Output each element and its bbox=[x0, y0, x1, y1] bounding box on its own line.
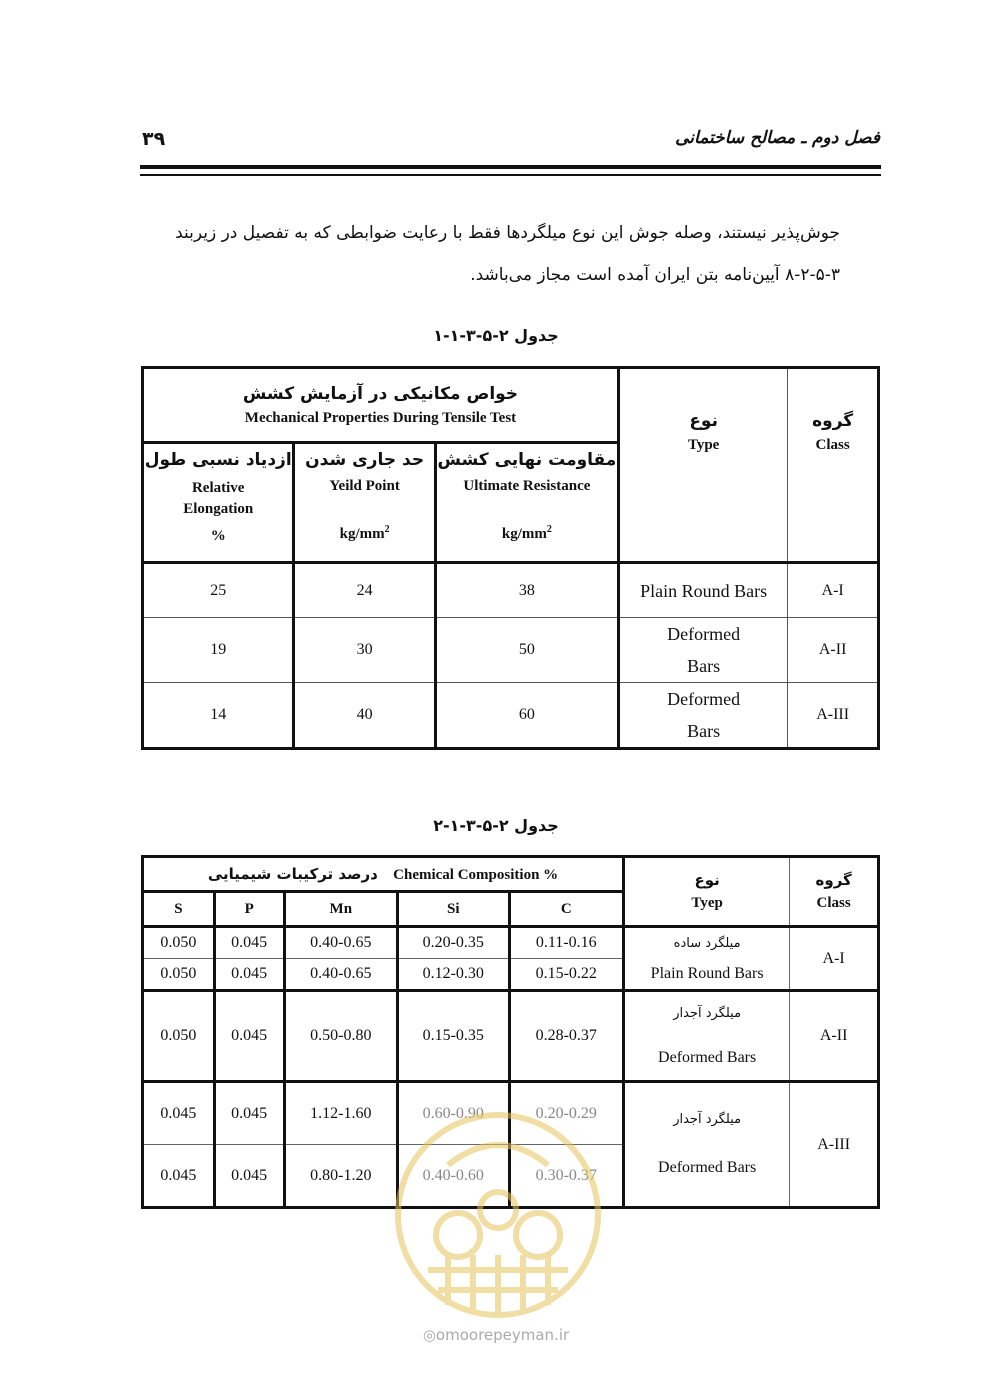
si-cell: 0.40-0.60 bbox=[398, 1145, 509, 1208]
chem-header-en: Chemical Composition % bbox=[393, 867, 559, 883]
table-row bbox=[143, 991, 879, 1082]
class-header-en: Class bbox=[815, 437, 850, 453]
mn-cell: 0.40-0.65 bbox=[284, 959, 397, 991]
paragraph-line: ۸-۲-۵-۳ آیین‌نامه بتن ایران آمده است مجاز می‌باشد. bbox=[470, 265, 840, 285]
type-header-fa: نوع bbox=[694, 871, 720, 889]
ultimate-cell: 38 bbox=[435, 563, 618, 618]
ultimate-cell: 50 bbox=[435, 618, 618, 683]
paragraph-line: جوش‌پذیر نیستند، وصله جوش این نوع میلگردها فقط با رعایت ضوابطی که به تفصیل در زیربند bbox=[175, 223, 840, 243]
type-header bbox=[618, 368, 787, 563]
chem-header bbox=[143, 857, 624, 892]
elongation-cell: 19 bbox=[143, 618, 294, 683]
yield-header-en: Yeild Point bbox=[329, 478, 400, 494]
s-cell: 0.045 bbox=[143, 1145, 215, 1208]
body-paragraph bbox=[140, 212, 840, 296]
elongation-header bbox=[143, 443, 294, 563]
yield-cell: 24 bbox=[294, 563, 435, 618]
mech-header-fa: خواص مکانیکی در آزمایش کشش bbox=[242, 383, 519, 404]
ultimate-cell: 60 bbox=[435, 683, 618, 749]
table1-caption: جدول ۲-۵-۳-۱-۱ bbox=[433, 326, 559, 345]
type-cell bbox=[623, 1082, 789, 1208]
class-cell: A-II bbox=[790, 991, 879, 1082]
class-header bbox=[788, 368, 879, 563]
c-cell: 0.15-0.22 bbox=[509, 959, 623, 991]
elongation-header-en-2: Elongation bbox=[183, 501, 254, 517]
site-icon: ◎ bbox=[422, 1326, 436, 1344]
p-cell: 0.045 bbox=[214, 1082, 284, 1145]
col-mn: Mn bbox=[284, 892, 397, 927]
p-cell: 0.045 bbox=[214, 927, 284, 959]
class-cell: A-I bbox=[788, 563, 879, 618]
p-cell: 0.045 bbox=[214, 991, 284, 1082]
type-cell bbox=[618, 563, 787, 618]
table-row bbox=[143, 959, 879, 991]
watermark-site bbox=[0, 1326, 992, 1344]
mech-header bbox=[143, 368, 619, 443]
mn-cell: 0.80-1.20 bbox=[284, 1145, 397, 1208]
si-cell: 0.60-0.90 bbox=[398, 1082, 509, 1145]
si-cell: 0.15-0.35 bbox=[398, 991, 509, 1082]
yield-unit: $kg/mm^2$ bbox=[339, 524, 390, 542]
type-cell-line: Deformed bbox=[667, 689, 741, 709]
c-cell: 0.20-0.29 bbox=[509, 1082, 623, 1145]
type-header-en: Type bbox=[687, 437, 720, 453]
yield-header-fa: حد جاری شدن bbox=[305, 450, 425, 470]
mech-header-en: Mechanical Properties During Tensile Test bbox=[244, 409, 517, 426]
type-cell-line: Deformed bbox=[667, 624, 741, 644]
chem-header-fa: درصد ترکیبات شیمیایی bbox=[207, 865, 378, 883]
type-cell bbox=[623, 991, 789, 1082]
type-cell-en: Deformed Bars bbox=[658, 1048, 757, 1066]
type-cell-en: Plain Round Bars bbox=[623, 959, 789, 991]
class-header bbox=[790, 857, 879, 927]
col-s: S bbox=[143, 892, 215, 927]
type-cell-fa: میلگرد آجدار bbox=[673, 1005, 742, 1021]
c-cell: 0.30-0.37 bbox=[509, 1145, 623, 1208]
mechanical-properties-table bbox=[141, 366, 880, 750]
table-row bbox=[143, 683, 879, 749]
c-cell: 0.28-0.37 bbox=[509, 991, 623, 1082]
type-cell bbox=[618, 683, 787, 749]
table-row bbox=[143, 563, 879, 618]
chapter-title: فصل دوم ـ مصالح ساختمانی bbox=[675, 128, 880, 148]
page-number: ۳۹ bbox=[142, 128, 166, 150]
class-header-en: Class bbox=[816, 895, 851, 911]
elongation-header-fa: ازدیاد نسبی طول bbox=[144, 450, 292, 470]
type-cell-line: Bars bbox=[687, 721, 721, 741]
header-rule bbox=[140, 165, 881, 169]
elongation-header-en-1: Relative bbox=[191, 480, 245, 496]
type-cell-en: Deformed Bars bbox=[658, 1159, 757, 1176]
col-p: P bbox=[214, 892, 284, 927]
col-si: Si bbox=[398, 892, 509, 927]
yield-header bbox=[294, 443, 435, 563]
elongation-unit: % bbox=[210, 528, 226, 544]
s-cell: 0.050 bbox=[143, 927, 215, 959]
site-text: omoorepeyman.ir bbox=[435, 1326, 570, 1344]
yield-cell: 40 bbox=[294, 683, 435, 749]
p-cell: 0.045 bbox=[214, 959, 284, 991]
elongation-cell: 14 bbox=[143, 683, 294, 749]
si-cell: 0.20-0.35 bbox=[398, 927, 509, 959]
type-header bbox=[623, 857, 789, 927]
ultimate-header-en: Ultimate Resistance bbox=[463, 478, 591, 494]
mn-cell: 1.12-1.60 bbox=[284, 1082, 397, 1145]
s-cell: 0.050 bbox=[143, 959, 215, 991]
c-cell: 0.11-0.16 bbox=[509, 927, 623, 959]
table-row bbox=[143, 618, 879, 683]
type-cell-line: Plain Round Bars bbox=[640, 580, 768, 601]
class-header-fa: گروه bbox=[815, 871, 852, 889]
p-cell: 0.045 bbox=[214, 1145, 284, 1208]
class-header-fa: گروه bbox=[812, 411, 854, 431]
yield-cell: 30 bbox=[294, 618, 435, 683]
class-cell: A-III bbox=[790, 1082, 879, 1208]
type-cell-fa: میلگرد ساده bbox=[623, 927, 789, 959]
ultimate-header-fa: مقاومت نهایی کشش bbox=[437, 450, 617, 470]
ultimate-unit: $kg/mm^2$ bbox=[501, 524, 552, 542]
s-cell: 0.050 bbox=[143, 991, 215, 1082]
s-cell: 0.045 bbox=[143, 1082, 215, 1145]
class-cell: A-I bbox=[790, 927, 879, 991]
si-cell: 0.12-0.30 bbox=[398, 959, 509, 991]
type-header-fa: نوع bbox=[689, 411, 718, 431]
class-cell: A-III bbox=[788, 683, 879, 749]
table-row bbox=[143, 927, 879, 959]
type-cell-fa: میلگرد آجدار bbox=[673, 1112, 742, 1127]
ultimate-header bbox=[435, 443, 618, 563]
elongation-cell: 25 bbox=[143, 563, 294, 618]
type-cell bbox=[618, 618, 787, 683]
type-cell-line: Bars bbox=[687, 656, 721, 676]
col-c: C bbox=[509, 892, 623, 927]
mn-cell: 0.50-0.80 bbox=[284, 991, 397, 1082]
table2-caption: جدول ۲-۵-۳-۱-۲ bbox=[433, 816, 559, 835]
type-header-en: Tyep bbox=[691, 895, 723, 911]
watermark-logo bbox=[388, 1105, 608, 1325]
header-rule-thin bbox=[140, 174, 881, 176]
mn-cell: 0.40-0.65 bbox=[284, 927, 397, 959]
class-cell: A-II bbox=[788, 618, 879, 683]
